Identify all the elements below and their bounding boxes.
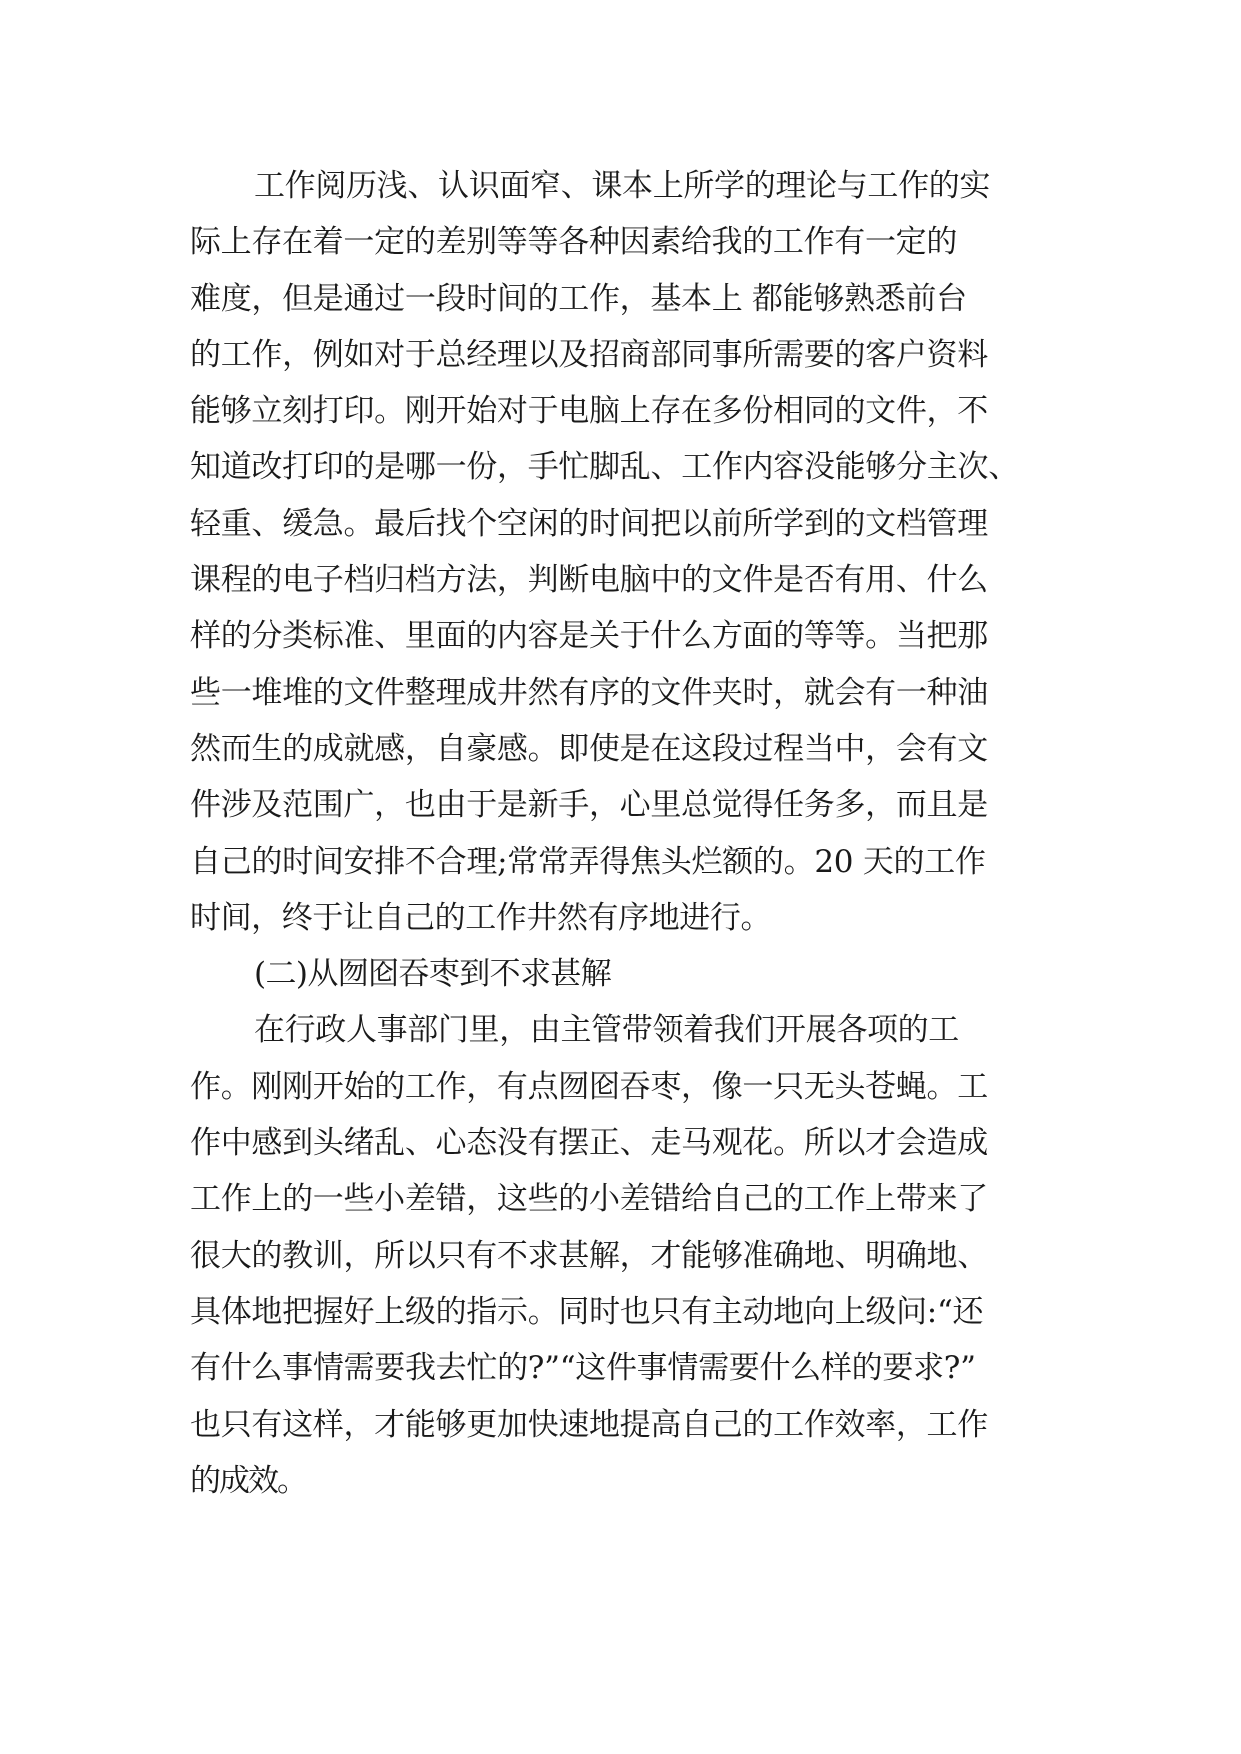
- text-line: 自己的时间安排不合理;常常弄得焦头烂额的。20 天的工作: [190, 843, 986, 880]
- text-line: 知道改打印的是哪一份，手忙脚乱、工作内容没能够分主次、: [190, 449, 1019, 486]
- text-line: 难度，但是通过一段时间的工作，基本上 都能够熟悉前台: [190, 280, 967, 317]
- text-line: 的成效。: [190, 1462, 306, 1499]
- text-line: 样的分类标准、里面的内容是关于什么方面的等等。当把那: [190, 618, 988, 655]
- text-line: 些一堆堆的文件整理成井然有序的文件夹时，就会有一种油: [190, 674, 988, 711]
- text-line: 工作阅历浅、认识面窄、课本上所学的理论与工作的实: [254, 168, 991, 204]
- text-line: (二)从囫囵吞枣到不求甚解: [254, 956, 612, 993]
- text-line: 也只有这样，才能够更加快速地提高自己的工作效率，工作: [190, 1406, 988, 1443]
- text-line: 的工作，例如对于总经理以及招商部同事所需要的客户资料: [190, 336, 988, 373]
- text-line: 作。刚刚开始的工作，有点囫囵吞枣，像一只无头苍蝇。工: [190, 1068, 988, 1105]
- text-line: 能够立刻打印。刚开始对于电脑上存在多份相同的文件，不: [190, 393, 988, 430]
- text-line: 很大的教训，所以只有不求甚解，才能够准确地、明确地、: [190, 1237, 988, 1274]
- document-body: [190, 158, 1060, 1509]
- text-line: 轻重、缓急。最后找个空闲的时间把以前所学到的文档管理: [190, 505, 988, 542]
- text-line: 工作上的一些小差错，这些的小差错给自己的工作上带来了: [190, 1181, 988, 1218]
- text-line: 具体地把握好上级的指示。同时也只有主动地向上级问:“还: [190, 1293, 984, 1330]
- text-line: 件涉及范围广，也由于是新手，心里总觉得任务多，而且是: [190, 787, 988, 824]
- text-line: 在行政人事部门里，由主管带领着我们开展各项的工: [254, 1012, 959, 1049]
- text-line: 时间，终于让自己的工作井然有序地进行。: [190, 899, 772, 936]
- text-line: 际上存在着一定的差别等等各种因素给我的工作有一定的: [190, 224, 957, 261]
- text-line: 作中感到头绪乱、心态没有摆正、走马观花。所以才会造成: [190, 1125, 988, 1162]
- text-line: 有什么事情需要我去忙的?”“这件事情需要什么样的要求?”: [190, 1350, 976, 1387]
- text-line: 然而生的成就感，自豪感。即使是在这段过程当中，会有文: [190, 730, 988, 767]
- text-line: 课程的电子档归档方法，判断电脑中的文件是否有用、什么: [190, 562, 988, 599]
